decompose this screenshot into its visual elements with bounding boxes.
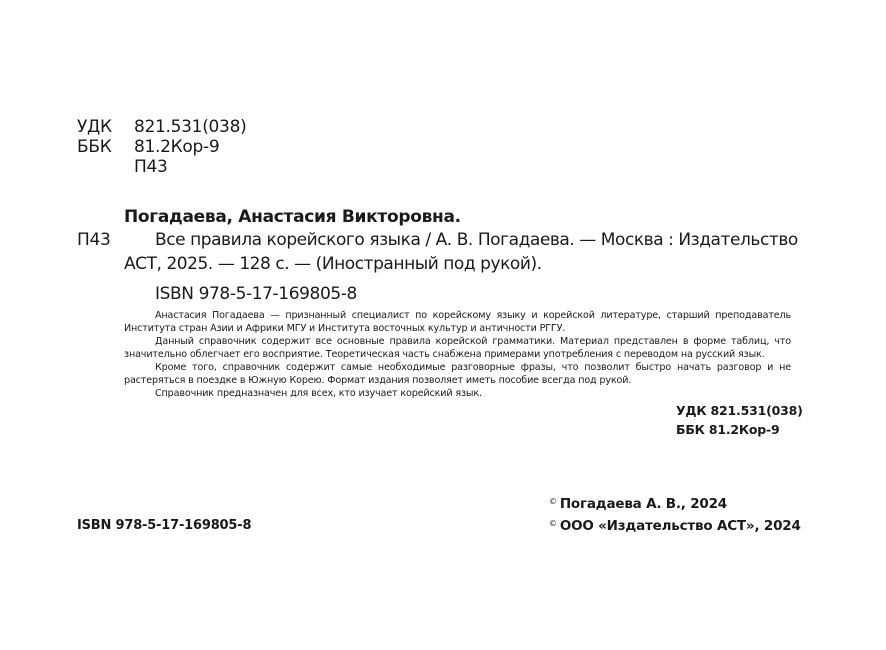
copyright-symbol: © xyxy=(549,497,557,506)
author-mark: П43 xyxy=(134,157,168,177)
bbk-value: 81.2Кор-9 xyxy=(134,137,220,157)
copyright-author xyxy=(549,496,727,512)
author-heading: Погадаева, Анастасия Викторовна. xyxy=(124,207,461,227)
record-author-mark: П43 xyxy=(77,230,111,250)
udk-value: 821.531(038) xyxy=(134,117,247,137)
title-line-2: АСТ, 2025. — 128 с. — (Иностранный под рукой). xyxy=(124,254,542,274)
annotation-paragraph: Справочник предназначен для всех, кто изучает корейский язык. xyxy=(155,388,482,399)
copyright-symbol: © xyxy=(549,519,557,528)
annotation-paragraph: Кроме того, справочник содержит самые необходимые разговорные фразы, что позволит быстро начать разговор и не растеряться в поездке в Южную Корею. Формат издания позволяет иметь пособие всегда под рукой. xyxy=(124,362,791,386)
index-bbk: ББК 81.2Кор-9 xyxy=(676,422,780,437)
annotation xyxy=(124,309,791,400)
annotation-paragraph: Анастасия Погадаева — признанный специалист по корейскому языку и корейской литературе, старший преподаватель Института стран Азии и Африки МГУ и Института восточных культур и античности РГГУ. xyxy=(124,310,791,334)
copyright-publisher xyxy=(549,518,801,534)
bbk-label: ББК xyxy=(77,137,112,157)
copyright-publisher-text: ООО «Издательство АСТ», 2024 xyxy=(559,518,801,534)
copyright-author-text: Погадаева А. В., 2024 xyxy=(559,496,727,512)
record-isbn: ISBN 978-5-17-169805-8 xyxy=(155,284,357,304)
title-line-1: Все правила корейского языка / А. В. Погадаева. — Москва : Издательство xyxy=(155,230,798,250)
annotation-paragraph: Данный справочник содержит все основные правила корейской грамматики. Материал представлен в форме таблиц, что значительно облегчает его восприятие. Теоретическая часть снабжена примерами употребления с переводом на русский язык. xyxy=(124,336,791,360)
footer-isbn: ISBN 978-5-17-169805-8 xyxy=(77,518,252,533)
index-udk: УДК 821.531(038) xyxy=(676,403,803,418)
udk-label: УДК xyxy=(77,117,112,137)
classification-block xyxy=(77,117,277,179)
